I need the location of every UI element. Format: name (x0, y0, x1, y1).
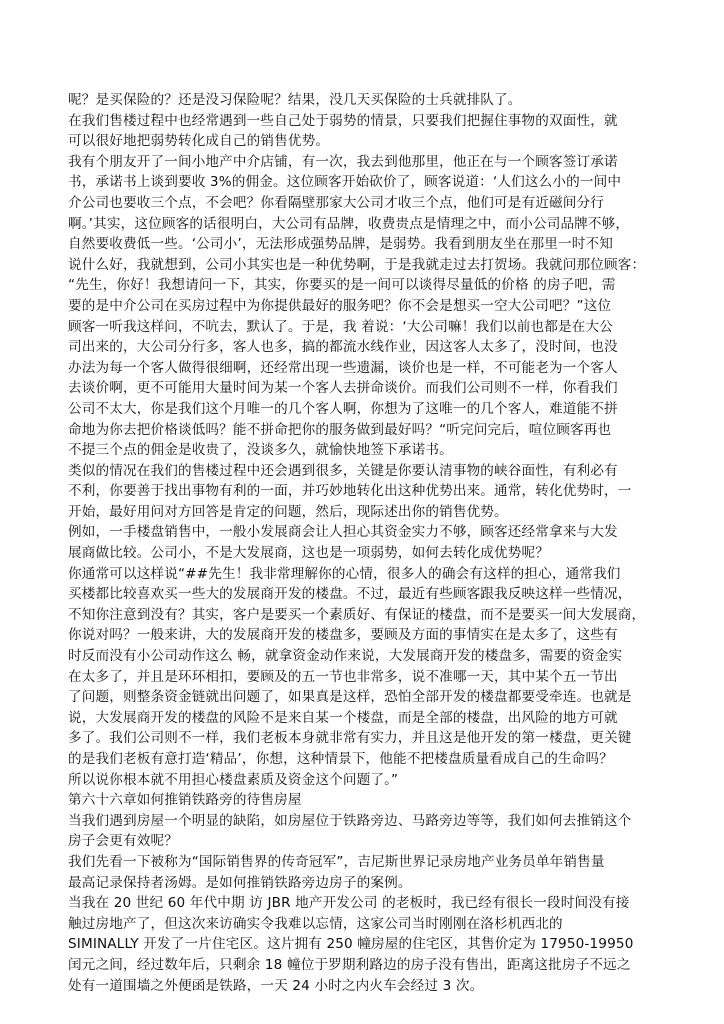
text-line: “先生，你好！我想请问一下，其实，你要买的是一间可以谈得尽量低的价格 的房子吧，需 (68, 277, 616, 294)
text-line: 闰元之间，经过数年后，只剩余 18 幢位于罗期利路边的房子没有售出，距离这批房子不远之 (68, 956, 631, 973)
text-line: 司出来的，大公司分行多，客人也多，搞的都流水线作业，因这客人太多了，没时间，也没 (68, 339, 618, 356)
text-line: 多了。我们公司则不一样，我们老板本身就非常有实力，并且这是他开发的第一楼盘，更关键 (68, 730, 632, 747)
text-line: 你说对吗？一般来讲，大的发展商开发的楼盘多，要顾及方面的事情实在是太多了，这些有 (68, 627, 618, 644)
text-line: 展商做比较。公司小，不是大发展商，这也是一项弱势，如何去转化成优势呢？ (68, 545, 550, 562)
text-line: 公司不太大，你是我们这个月唯一的几个客人啊，你想为了这唯一的几个客人，难道能不拼 (68, 400, 618, 417)
text-line: 例如，一手楼盘销售中，一般小发展商会让人担心其资金实力不够，顾客还经常拿来与大发 (68, 524, 618, 541)
text-line: 我们先看一下被称为“国际销售界的传奇冠军”，吉尼斯世界记录房地产业务员单年销售量 (68, 853, 605, 870)
text-line: 了问题，则整条资金链就出问题了，如果真是这样，恐怕全部开发的楼盘都要受牵连。也就是 (68, 689, 632, 706)
text-line: 在太多了，并且是环环相扣，要顾及的五一节也非常多，说不准哪一天，其中某个五一节出 (68, 668, 618, 685)
text-line: 说，大发展商开发的楼盘的风险不是来自某一个楼盘，而是全部的楼盘，出风险的地方可就 (68, 709, 618, 726)
text-line: 开始，最好用问对方回答是肯定的问题，然后，现际述出你的销售优势。 (68, 503, 508, 520)
text-line: 书，承诺书上谈到要收 3%的佣金。这位顾客开始砍价了，顾客说道：‘人们这么小的一间中 (68, 174, 622, 191)
text-line: 顾客一听我这样问，不吭去，默认了。于是，我 着说：‘大公司嘛！我们以前也都是在大公 (68, 318, 613, 335)
document-body (68, 90, 648, 996)
text-line: 呢？是买保险的？还是没习保险呢？结果，没几天买保险的士兵就排队了。 (68, 92, 522, 108)
text-line: 不知你注意到没有？其实，客户是要买一个素质好、有保证的楼盘，而不是要买一间大发展商， (68, 606, 646, 623)
text-line: 命地为你去把价格谈低吗？能不拼命把你的服务做到最好吗？“听完问完后，喧位顾客再也 (68, 421, 612, 438)
text-line: 办法为每一个客人做得很细啊，还经常出现一些遗漏，谈价也是一样，不可能老为一个客人 (68, 359, 618, 376)
text-line: 不提三个点的佣金是收贵了，没谈多久，就愉快地签下承诺书。 (68, 442, 453, 459)
text-line: 介公司也要收三个点，不会吧？你看隔壁那家大公司才收三个点，他们可是有近磁间分行 (68, 194, 605, 211)
text-line: 自然要收费低一些。‘公司小’，无法形成强势品牌，是弱势。我看到朋友坐在那里一时不知 (68, 236, 613, 253)
text-line: 不利，你要善于找出事物有利的一面，并巧妙地转化出这种优势出来。通常，转化优势时，一 (68, 483, 632, 500)
text-line: 啊。’其实，这位顾客的话很明白，大公司有品牌，收费贵点是情理之中，而小公司品牌不够， (68, 215, 630, 232)
text-line: 第六十六章如何推销铁路旁的待售房屋 (68, 792, 302, 809)
text-line: 可以很好地把弱势转化成自己的销售优势。 (68, 133, 330, 150)
text-line: 当我在 20 世纪 60 年代中期 访 JBR 地产开发公司 的老板时，我已经有很长一段时间没有接 (68, 895, 630, 912)
text-line: 我有个朋友开了一间小地产中介店铺，有一次，我去到他那里，他正在与一个顾客签订承诺 (68, 153, 618, 170)
text-line: SIMINALLY 开发了一片住宅区。这片拥有 250 幢房屋的住宅区，其售价定为 17950-19950 (68, 936, 634, 953)
text-line: 触过房地产了，但这次来访确实令我难以忘情，这家公司当时刚刚在洛杉机西北的 (68, 915, 563, 932)
text-line: 去谈价啊，更不可能用大量时间为某一个客人去拼命谈价。而我们公司则不一样，你看我们 (68, 380, 618, 397)
text-line: 你通常可以这样说“##先生！我非常理解你的心情，很多人的确会有这样的担心，通常我们 (68, 565, 621, 582)
text-line: 在我们售楼过程中也经常遇到一些自己处于弱势的情景，只要我们把握住事物的双面性，就 (68, 112, 618, 129)
text-line: 类似的情况在我们的售楼过程中还会遇到很多，关键是你要认清事物的峡谷面性，有利必有 (68, 462, 618, 479)
text-line: 所以说你根本就不用担心楼盘素质及资金这个问题了。” (68, 771, 399, 788)
text-line: 买楼都比较喜欢买一些大的发展商开发的楼盘。不过，最近有些顾客跟我反映这样一些情况， (68, 586, 632, 603)
text-line: 最高记录保持者汤姆。是如何推销铁路旁边房子的案例。 (68, 874, 412, 891)
text-line: 的是我们老板有意打造‘精品’，你想，这种情景下，他能不把楼盘质量看成自己的生命吗？ (68, 751, 613, 767)
text-line: 房子会更有效呢？ (68, 833, 178, 850)
text-line: 要的是中介公司在买房过程中为你提供最好的服务吧？你不会是想买一空大公司吧？”这位 (68, 297, 612, 314)
text-line: 处有一道围墙之外便函是铁路，一天 24 小时之内火车会经过 3 次。 (68, 977, 484, 994)
text-line: 说什么好，我就想到，公司小其实也是一种优势啊，于是我就走过去打贺场。我就问那位顾客： (68, 256, 646, 273)
text-line: 当我们遇到房屋一个明显的缺陷，如房屋位于铁路旁边、马路旁边等等，我们如何去推销这个 (68, 812, 632, 829)
text-line: 时反而没有小公司动作这么 畅，就拿资金动作来说，大发展商开发的楼盘多，需要的资金实 (68, 648, 623, 665)
